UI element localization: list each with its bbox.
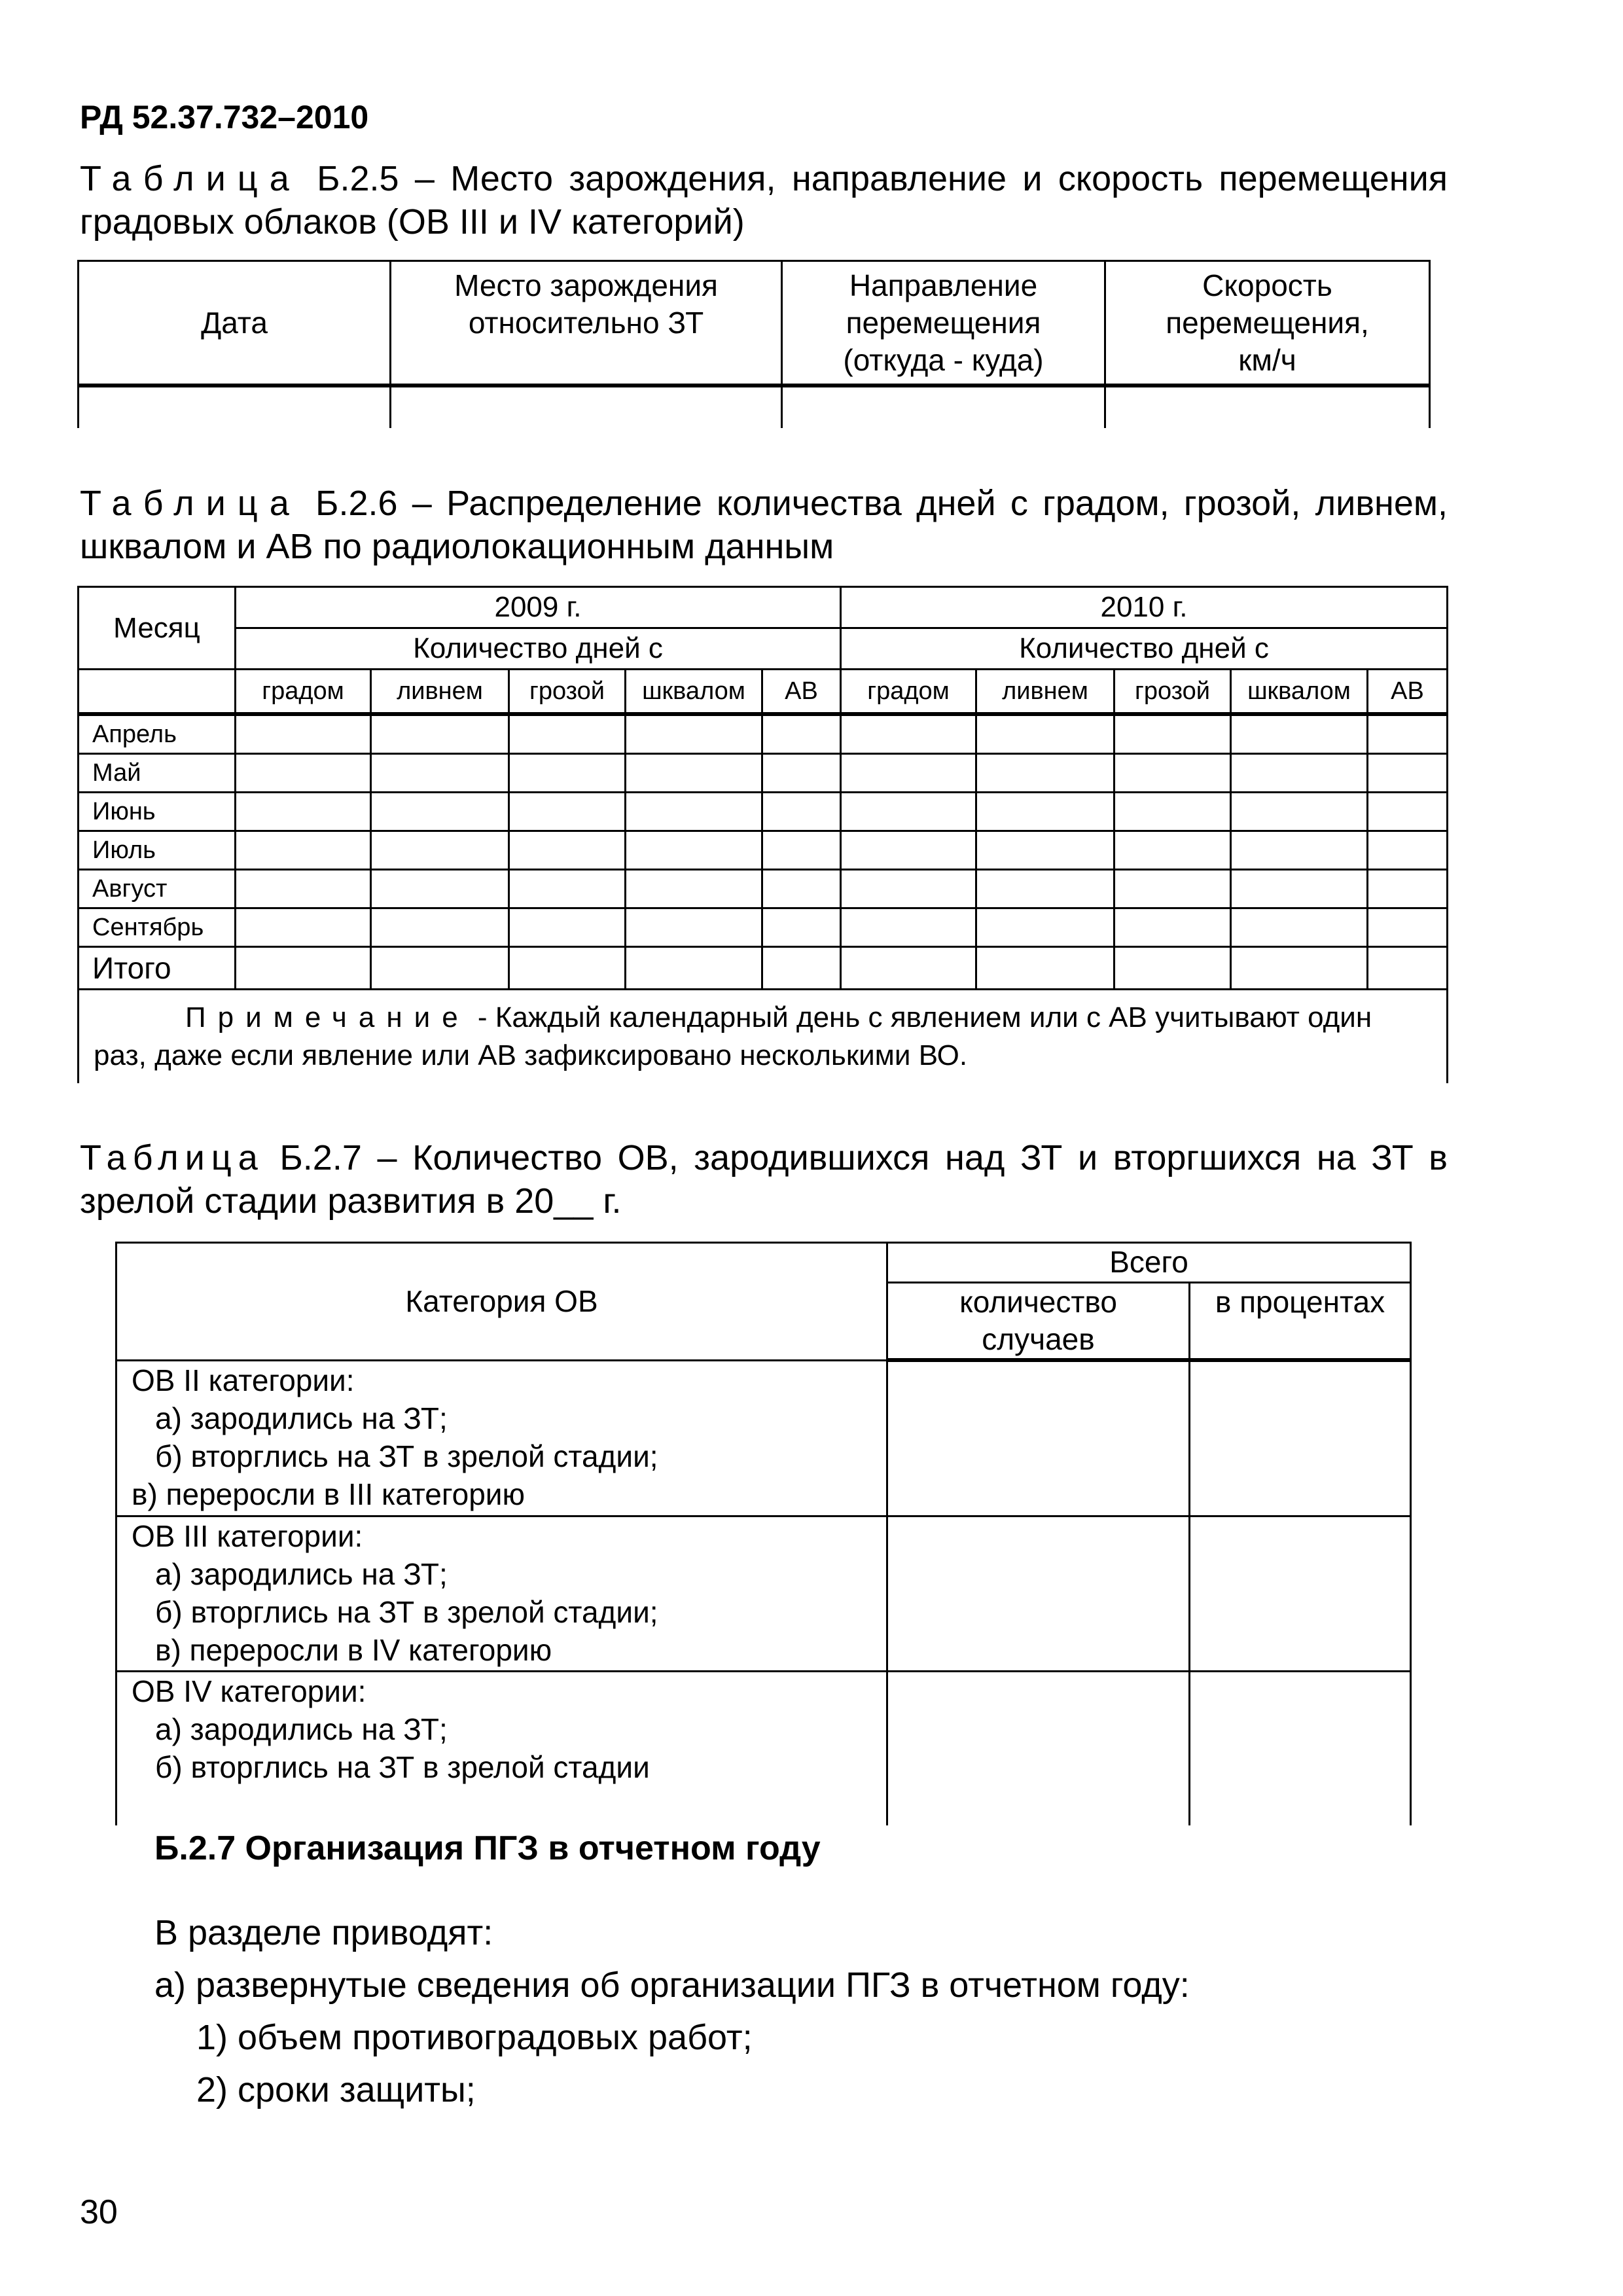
year-2009-header: 2009 г.	[236, 587, 841, 628]
note-text: - Каждый календарный день с явлением или с АВ учитывают один раз, даже если явление или АВ зафиксировано несколькими ВО.	[94, 1001, 1372, 1071]
table-7	[115, 1242, 1412, 1825]
category-header: Категория ОВ	[116, 1243, 887, 1361]
month-header: Месяц	[79, 587, 236, 670]
subcol-av: АВ	[1368, 670, 1448, 715]
category-cell: ОВ III категории: а) зародились на ЗТ; б) вторглись на ЗТ в зрелой стадии; в) переросли в IV категорию	[116, 1516, 887, 1672]
month-label: Август	[79, 870, 236, 908]
table-6	[77, 586, 1448, 1083]
document-code: РД 52.37.732–2010	[80, 99, 369, 135]
month-label: Май	[79, 754, 236, 793]
table-5-col-origin: Место зарождения относительно ЗТ	[391, 261, 782, 386]
table-7-caption-text: Б.2.7 – Количество ОВ, зародившихся над ЗТ и вторгшихся на ЗТ в зрелой стадии развития в 20__ г.	[80, 1138, 1448, 1221]
table-5-caption-text: Б.2.5 – Место зарождения, направление и скорость перемещения градовых облаков (ОВ III и IV категорий)	[80, 159, 1448, 242]
table-6-caption	[80, 482, 1448, 568]
section-heading: Б.2.7 Организация ПГЗ в отчетном году	[154, 1829, 821, 1867]
table-7-caption-word: Таблица	[80, 1138, 264, 1177]
subcol-squall: шквалом	[1231, 670, 1368, 715]
table-row	[79, 714, 1448, 754]
table-5-caption	[80, 157, 1448, 243]
month-label: Июнь	[79, 793, 236, 831]
table-5-col-date: Дата	[79, 261, 391, 386]
table-5-col-speed: Скорость перемещения, км/ч	[1105, 261, 1430, 386]
percent-header: в процентах	[1190, 1283, 1411, 1361]
table-row	[79, 870, 1448, 908]
subcol-shower: ливнем	[976, 670, 1115, 715]
table-row	[79, 793, 1448, 831]
count-header-2009: Количество дней с	[236, 628, 841, 670]
subcol-av: АВ	[762, 670, 841, 715]
total-label: Итого	[79, 947, 236, 990]
table-5-empty-row	[79, 386, 1430, 428]
year-2010-header: 2010 г.	[841, 587, 1448, 628]
subcol-thunder: грозой	[1115, 670, 1231, 715]
note-word: Примечание	[185, 1001, 470, 1033]
table-row	[79, 831, 1448, 870]
subcol-hail: градом	[236, 670, 371, 715]
total-header: Всего	[887, 1243, 1411, 1283]
month-label: Июль	[79, 831, 236, 870]
subcolumn-header-row	[79, 670, 1448, 715]
table-5-caption-word: Таблица	[80, 159, 301, 198]
table-row	[116, 1672, 1411, 1826]
table-row	[116, 1516, 1411, 1672]
table-6-caption-word: Таблица	[80, 484, 301, 523]
section-intro: В разделе приводят:	[154, 1913, 493, 1952]
note-row	[79, 990, 1448, 1084]
month-label: Апрель	[79, 714, 236, 754]
subcol-hail: градом	[841, 670, 976, 715]
table-row	[116, 1360, 1411, 1516]
table-row	[79, 908, 1448, 947]
table-7-caption	[80, 1136, 1448, 1223]
total-row	[79, 947, 1448, 990]
section-sub-item: 2) сроки защиты;	[196, 2070, 476, 2109]
subcol-squall: шквалом	[626, 670, 762, 715]
count-header: количество случаев	[887, 1283, 1190, 1361]
month-label: Сентябрь	[79, 908, 236, 947]
table-6-caption-text: Б.2.6 – Распределение количества дней с градом, грозой, ливнем, шквалом и АВ по радиолокационным данным	[80, 484, 1448, 566]
table-row	[79, 754, 1448, 793]
subcol-shower: ливнем	[371, 670, 509, 715]
count-header-2010: Количество дней с	[841, 628, 1448, 670]
section-sub-item: 1) объем противоградовых работ;	[196, 2018, 753, 2057]
table-note	[79, 990, 1448, 1084]
page-number: 30	[80, 2193, 118, 2231]
subcol-thunder: грозой	[509, 670, 626, 715]
table-5	[77, 260, 1431, 428]
category-cell: ОВ II категории: а) зародились на ЗТ; б) вторглись на ЗТ в зрелой стадии; в) переросли в III категорию	[116, 1360, 887, 1516]
category-cell: ОВ IV категории: а) зародились на ЗТ; б) вторглись на ЗТ в зрелой стадии	[116, 1672, 887, 1826]
table-5-col-direction: Направление перемещения (откуда - куда)	[782, 261, 1105, 386]
section-item-a: а) развернутые сведения об организации ПГЗ в отчетном году:	[154, 1965, 1190, 2005]
table-5-header-row	[79, 261, 1430, 386]
